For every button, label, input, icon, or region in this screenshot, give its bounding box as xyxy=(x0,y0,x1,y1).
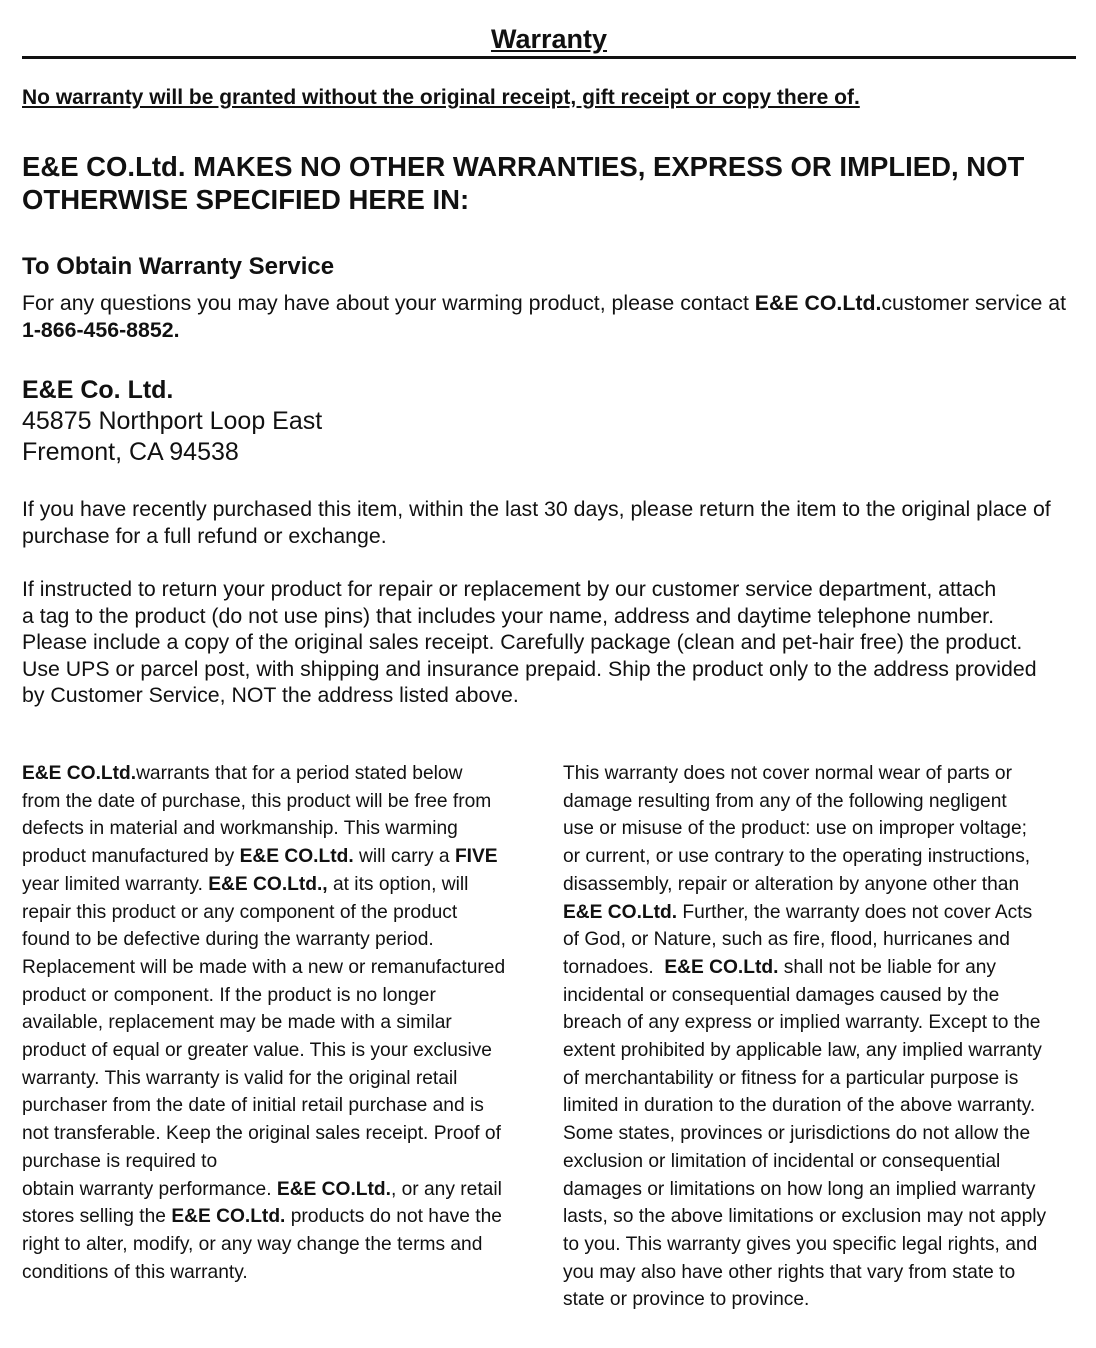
warranty-term-length: FIVE xyxy=(454,846,498,868)
exclusions-line xyxy=(563,954,1083,982)
company-name-inline: E&E CO.Ltd. xyxy=(239,846,354,868)
exclusions-line: or current, or use contrary to the operating instructions, xyxy=(563,846,1031,868)
company-street: 45875 Northport Loop East xyxy=(22,407,323,435)
return-line: a tag to the product (do not use pins) that includes your name, address and daytime telephone number. xyxy=(22,603,994,628)
company-name-inline: E&E CO.Ltd. xyxy=(563,901,678,923)
service-text-before: For any questions you may have about your warming product, please contact xyxy=(22,291,755,315)
company-name-inline: E&E CO.Ltd. xyxy=(276,1178,391,1200)
terms-text: at its option, will xyxy=(327,873,469,895)
exclusions-text: tornadoes. xyxy=(563,956,665,978)
terms-line xyxy=(22,871,542,899)
company-name-inline: E&E CO.Ltd. xyxy=(22,763,137,784)
exclusions-line: lasts, so the above limitations or exclusion may not apply xyxy=(563,1206,1047,1228)
page-title: Warranty xyxy=(490,24,608,54)
terms-text: products do not have the xyxy=(285,1206,502,1228)
terms-line: repair this product or any component of the product xyxy=(22,901,458,923)
company-name-inline: E&E CO.Ltd. xyxy=(171,1206,286,1228)
company-name-inline: E&E CO.Ltd., xyxy=(208,873,328,895)
exclusions-line: limited in duration to the duration of the above warranty. xyxy=(563,1095,1036,1117)
company-address xyxy=(22,375,322,468)
exclusions-line: damage resulting from any of the following negligent xyxy=(563,790,1007,812)
exclusions-line: of God, or Nature, such as fire, flood, hurricanes and xyxy=(563,929,1010,951)
return-line: Use UPS or parcel post, with shipping and insurance prepaid. Ship the product only to the address provided xyxy=(22,656,1037,681)
return-paragraph xyxy=(22,576,1082,709)
exclusions-text: Further, the warranty does not cover Acts xyxy=(677,901,1033,923)
terms-line xyxy=(22,843,542,871)
exclusions-line: exclusion or limitation of incidental or consequential xyxy=(563,1150,1001,1172)
exclusions-line: incidental or consequential damages caused by the xyxy=(563,984,1000,1006)
terms-line: available, replacement may be made with a similar xyxy=(22,1012,452,1034)
title-bar xyxy=(22,20,1076,59)
return-line: If instructed to return your product for repair or replacement by our customer service department, attach xyxy=(22,577,997,601)
warranty-terms-column xyxy=(22,760,542,1286)
terms-line: found to be defective during the warranty period. xyxy=(22,929,434,951)
terms-text: will carry a xyxy=(353,846,455,868)
refund-paragraph: If you have recently purchased this item, within the last 30 days, please return the item to the original place of purchase for a full refund or exchange. xyxy=(22,497,1051,548)
exclusions-line: state or province to province. xyxy=(563,1289,810,1311)
exclusions-line: to you. This warranty gives you specific legal rights, and xyxy=(563,1233,1038,1255)
return-line: by Customer Service, NOT the address listed above. xyxy=(22,683,519,707)
terms-line xyxy=(22,1176,542,1204)
service-heading: To Obtain Warranty Service xyxy=(22,253,335,280)
terms-line: Replacement will be made with a new or remanufactured xyxy=(22,956,506,978)
terms-text: year limited warranty. xyxy=(22,873,209,895)
terms-line: right to alter, modify, or any way change the terms and xyxy=(22,1233,483,1255)
return-line: Please include a copy of the original sales receipt. Carefully package (clean and pet-hair free) the product. xyxy=(22,630,1023,654)
terms-text: , or any retail xyxy=(390,1178,502,1200)
terms-line xyxy=(22,760,542,788)
service-company-name: E&E CO.Ltd. xyxy=(754,291,882,315)
terms-text: warrants that for a period stated below xyxy=(136,763,463,784)
company-city: Fremont, CA 94538 xyxy=(22,438,239,466)
terms-line: warranty. This warranty is valid for the original retail xyxy=(22,1067,458,1089)
receipt-notice: No warranty will be granted without the original receipt, gift receipt or copy there of. xyxy=(22,86,860,109)
company-name-inline: E&E CO.Ltd. xyxy=(664,956,779,978)
service-contact-text xyxy=(22,290,1076,344)
warranty-disclaimer: E&E CO.Ltd. MAKES NO OTHER WARRANTIES, EXPRESS OR IMPLIED, NOT OTHERWISE SPECIFIED HERE IN: xyxy=(22,151,1025,215)
terms-line: not transferable. Keep the original sales receipt. Proof of xyxy=(22,1123,501,1145)
exclusions-line xyxy=(563,899,1083,927)
terms-line: purchaser from the date of initial retail purchase and is xyxy=(22,1095,484,1117)
exclusions-line: This warranty does not cover normal wear of parts or xyxy=(563,763,1012,784)
terms-line: from the date of purchase, this product will be free from xyxy=(22,790,492,812)
terms-line: product of equal or greater value. This is your exclusive xyxy=(22,1040,492,1062)
terms-text: obtain warranty performance. xyxy=(22,1178,277,1200)
company-name: E&E Co. Ltd. xyxy=(22,376,174,404)
service-phone: 1-866-456-8852. xyxy=(22,318,180,342)
warranty-exclusions-column xyxy=(563,760,1083,1314)
exclusions-line: Some states, provinces or jurisdictions do not allow the xyxy=(563,1123,1031,1145)
terms-line: conditions of this warranty. xyxy=(22,1261,248,1283)
terms-text: stores selling the xyxy=(22,1206,172,1228)
terms-line: purchase is required to xyxy=(22,1150,218,1172)
terms-line: product or component. If the product is no longer xyxy=(22,984,436,1006)
exclusions-line: you may also have other rights that vary from state to xyxy=(563,1261,1016,1283)
terms-text: product manufactured by xyxy=(22,846,240,868)
service-text-middle: customer service at xyxy=(881,291,1067,315)
exclusions-text: shall not be liable for any xyxy=(778,956,996,978)
exclusions-line: breach of any express or implied warranty. Except to the xyxy=(563,1012,1041,1034)
exclusions-line: damages or limitations on how long an implied warranty xyxy=(563,1178,1036,1200)
exclusions-line: extent prohibited by applicable law, any implied warranty xyxy=(563,1040,1042,1062)
terms-line xyxy=(22,1203,542,1231)
exclusions-line: use or misuse of the product: use on improper voltage; xyxy=(563,818,1027,840)
terms-line: defects in material and workmanship. This warming xyxy=(22,818,458,840)
exclusions-line: disassembly, repair or alteration by anyone other than xyxy=(563,873,1020,895)
exclusions-line: of merchantability or fitness for a particular purpose is xyxy=(563,1067,1019,1089)
